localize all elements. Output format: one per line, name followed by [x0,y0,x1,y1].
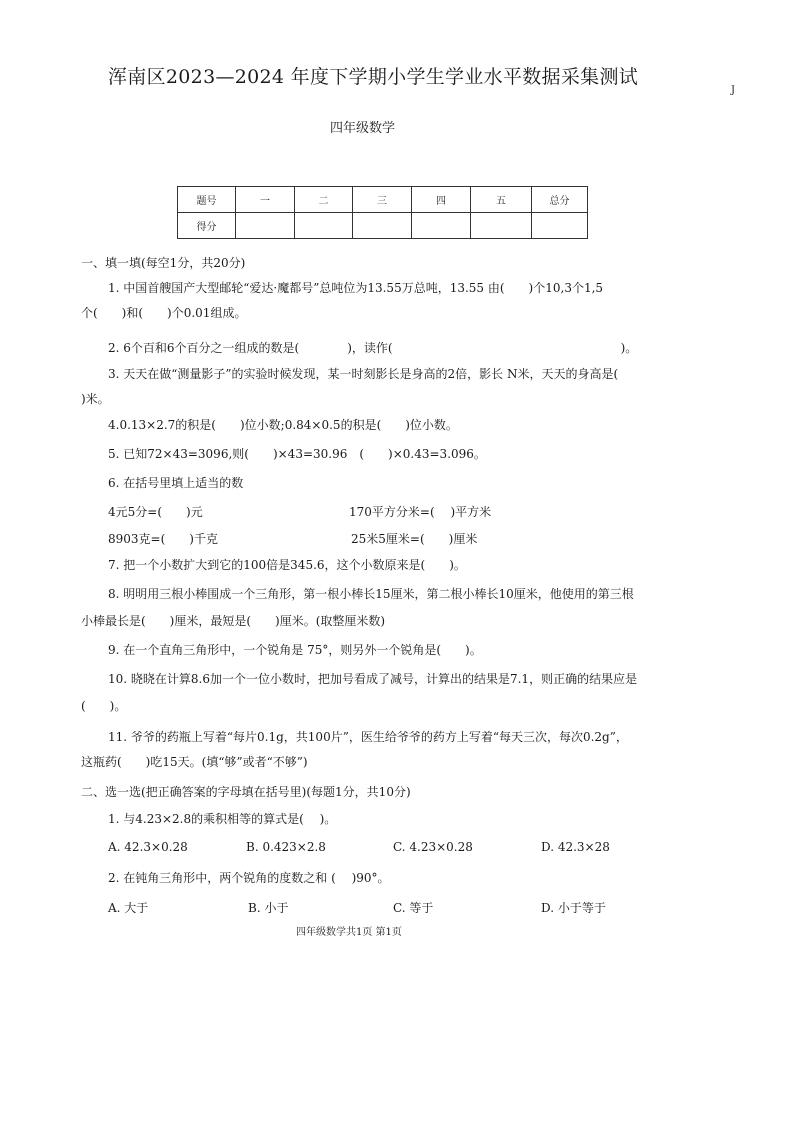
question-line: 10. 晓晓在计算8.6加一个一位小数时，把加号看成了减号，计算出的结果是7.1，则正确的结果应是 [108,672,638,686]
question-line: 2. 在钝角三角形中，两个锐角的度数之和 ( )90°。 [108,871,390,885]
table-row-label: 得分 [178,213,236,239]
question-line: 8903克=( )千克 [108,532,218,546]
corner-mark: J [731,85,736,96]
option-a: A. 42.3×0.28 [108,840,188,854]
score-cell[interactable] [236,213,295,239]
score-cell[interactable] [471,213,532,239]
question-line: 8. 明明用三根小棒围成一个三角形，第一根小棒长15厘米，第二根小棒长10厘米，他使用的第三根 [108,587,634,601]
option-c: C. 4.23×0.28 [393,840,473,854]
score-table-header-row [178,187,588,213]
option-d: D. 小于等于 [541,901,606,915]
question-line: 个( )和( )个0.01组成。 [81,306,247,320]
question-line: 2. 6个百和6个百分之一组成的数是( )，读作( )。 [108,341,638,355]
option-b: B. 小于 [248,901,289,915]
question-line: 1. 中国首艘国产大型邮轮“爱达·魔都号”总吨位为13.55万总吨，13.55 由( )个10,3个1,5 [108,281,604,295]
section-heading: 一、填一填(每空1分，共20分) [81,256,246,270]
score-table-score-row [178,213,588,239]
question-line: 1. 与4.23×2.8的乘积相等的算式是( )。 [108,812,337,826]
question-line: 9. 在一个直角三角形中，一个锐角是 75°，则另外一个锐角是( )。 [108,643,482,657]
score-cell[interactable] [412,213,471,239]
option-b: B. 0.423×2.8 [246,840,326,854]
question-line: )米。 [81,392,110,406]
table-header-cell: 三 [353,187,412,213]
question-line: 170平方分米=( )平方米 [349,505,492,519]
question-line: 3. 天天在做“测量影子”的实验时候发现，某一时刻影长是身高的2倍，影长 N米，天天的身高是( [108,367,619,381]
table-header-cell: 四 [412,187,471,213]
exam-subtitle: 四年级数学 [330,121,396,136]
exam-title: 浑南区2023—2024 年度下学期小学生学业水平数据采集测试 [108,66,639,88]
table-header-cell: 总分 [532,187,588,213]
option-c: C. 等于 [393,901,434,915]
question-line: 5. 已知72×43=3096,则( )×43=30.96 ( )×0.43=3.096。 [108,447,486,461]
question-line: 7. 把一个小数扩大到它的100倍是345.6，这个小数原来是( )。 [108,558,466,572]
score-table [177,186,588,239]
question-line: 11. 爷爷的药瓶上写着“每片0.1g，共100片”，医生给爷爷的药方上写着“每天三次，每次0.2g”， [108,730,628,744]
score-cell[interactable] [532,213,588,239]
question-line: 6. 在括号里填上适当的数 [108,476,244,490]
table-header-cell: 五 [471,187,532,213]
page-footer: 四年级数学共1页 第1页 [296,927,402,938]
table-header-cell: 题号 [178,187,236,213]
table-header-cell: 一 [236,187,295,213]
score-cell[interactable] [295,213,353,239]
question-line: 这瓶药( )吃15天。(填“够”或者“不够”) [81,755,308,769]
table-header-cell: 二 [295,187,353,213]
section-heading: 二、选一选(把正确答案的字母填在括号里)(每题1分，共10分) [81,785,411,799]
question-line: 25米5厘米=( )厘米 [351,532,478,546]
option-a: A. 大于 [108,901,149,915]
option-d: D. 42.3×28 [541,840,610,854]
question-line: 4.0.13×2.7的积是( )位小数;0.84×0.5的积是( )位小数。 [108,418,458,432]
question-line: ( )。 [81,699,127,713]
question-line: 4元5分=( )元 [108,505,203,519]
question-line: 小棒最长是( )厘米，最短是( )厘米。(取整厘米数) [81,614,386,628]
score-cell[interactable] [353,213,412,239]
